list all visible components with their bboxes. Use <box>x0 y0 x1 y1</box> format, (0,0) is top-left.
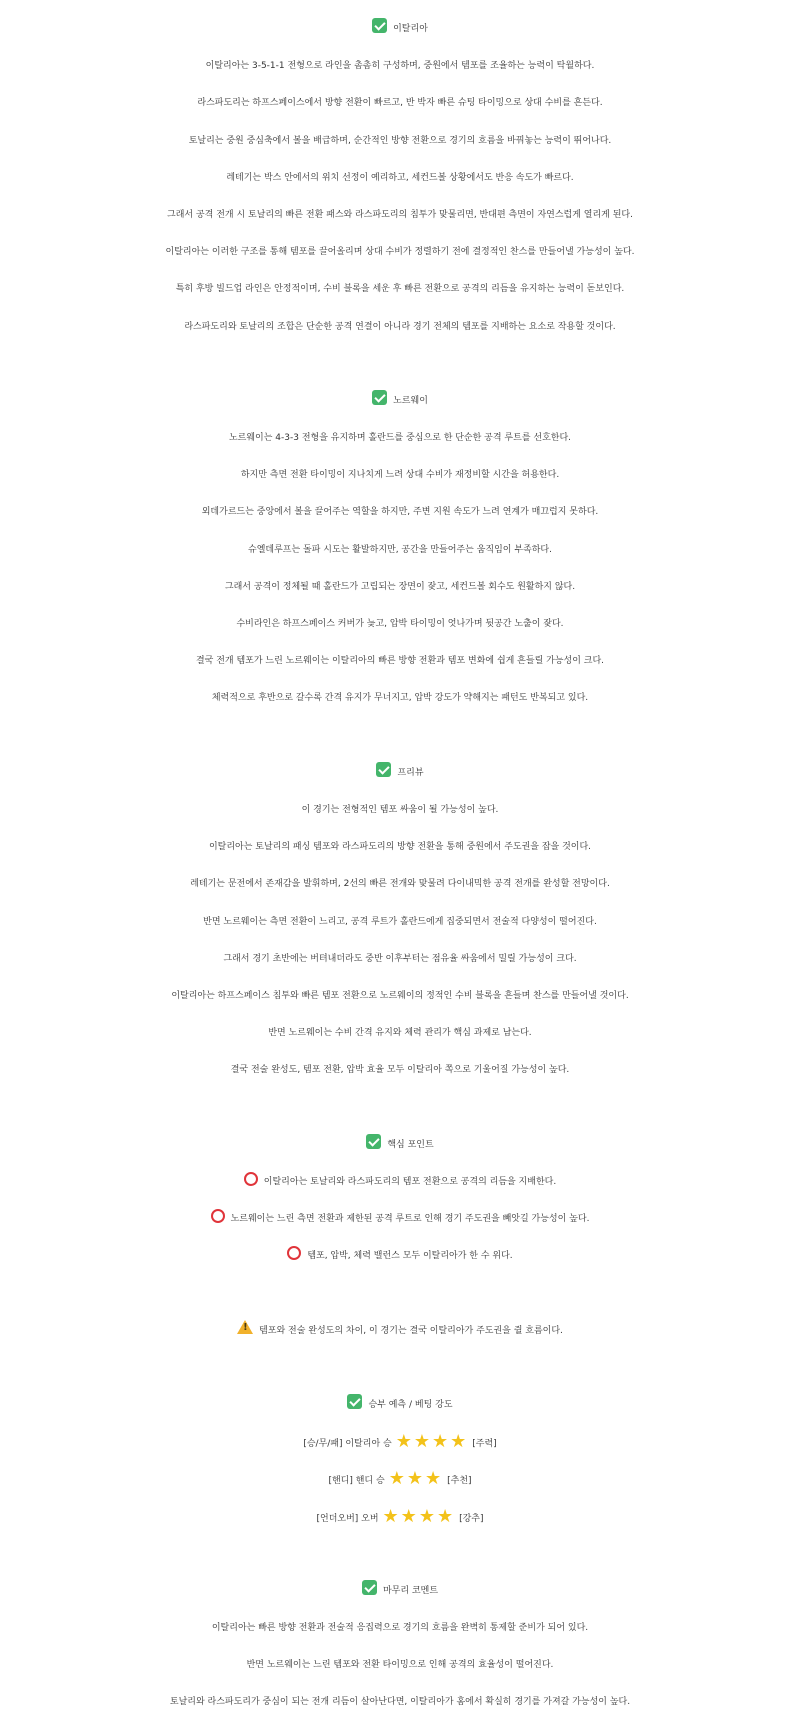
heading-text: 노르웨이 <box>393 395 428 406</box>
paragraph-line: 결국 전술 완성도, 템포 전환, 압박 효율 모두 이탈리아 쪽으로 기울어질 가능성이 높다. <box>230 1065 570 1076</box>
heading-norway <box>0 386 800 423</box>
section-key-points <box>0 1130 800 1353</box>
paragraph-line: 이탈리아는 토날리의 패싱 템포와 라스파도리의 방향 전환을 통해 중원에서 주도권을 잡을 것이다. <box>208 842 592 853</box>
paragraph-line: 하지만 측면 전환 타이밍이 지나치게 느려 상대 수비가 재정비할 시간을 허용한다. <box>240 470 560 481</box>
paragraph-line: 라스파도리와 토날리의 조합은 단순한 공격 연결이 아니라 경기 전체의 템포를 지배하는 요소로 작용할 것이다. <box>184 321 616 332</box>
spacer <box>0 721 800 758</box>
heading-preview <box>0 758 800 795</box>
heading-text: 마무리 코멘트 <box>382 1585 439 1596</box>
check-box-icon <box>372 18 387 33</box>
section-norway <box>0 386 800 721</box>
paragraph-line: 반면 노르웨이는 측면 전환이 느리고, 공격 루트가 홀란드에게 집중되면서 전술적 다양성이 떨어진다. <box>203 916 597 927</box>
paragraph-line: 수비라인은 하프스페이스 커버가 늦고, 압박 타이밍이 엇나가며 뒷공간 노출이 잦다. <box>236 619 564 629</box>
paragraph-line: 이탈리아는 하프스페이스 침투와 빠른 템포 전환으로 노르웨이의 정적인 수비 블록을 흔들며 찬스를 만들어낼 것이다. <box>171 990 629 1001</box>
paragraph-line: 이탈리아는 이러한 구조를 통해 템포를 끌어올리며 상대 수비가 정렬하기 전에 결정적인 찬스를 만들어낼 가능성이 높다. <box>165 247 635 258</box>
heading-text: 핵심 포인트 <box>387 1139 434 1150</box>
paragraph-line: 레테기는 문전에서 존재감을 발휘하며, 2선의 빠른 전개와 맞물려 다이내믹한 공격 전개를 완성할 전망이다. <box>190 879 610 890</box>
prediction-grade: [주력] <box>472 1439 497 1450</box>
check-box-icon <box>366 1134 381 1149</box>
red-circle-icon <box>244 1172 258 1186</box>
spacer <box>0 1539 800 1576</box>
spacer <box>0 1092 800 1129</box>
paragraph-line: 그래서 공격 전개 시 토날리의 빠른 전환 패스와 라스파도리의 침투가 맞물리면, 반대편 측면이 자연스럽게 열리게 된다. <box>167 209 633 220</box>
section-prediction <box>0 1390 800 1539</box>
warning-text: 템포와 전술 완성도의 차이, 이 경기는 결국 이탈리아가 주도권을 쥘 흐름이다. <box>259 1325 563 1336</box>
paragraph-line: 토날리와 라스파도리가 중심이 되는 전개 리듬이 살아난다면, 이탈리아가 홈에서 확실히 경기를 가져갈 가능성이 높다. <box>169 1697 631 1708</box>
star-icon: ★★★★ <box>395 1431 469 1453</box>
paragraph-line: 특히 후방 빌드업 라인은 안정적이며, 수비 블록을 세운 후 빠른 전환으로 공격의 리듬을 유지하는 능력이 돋보인다. <box>175 284 625 295</box>
paragraph-line: 토날리는 중원 중심축에서 볼을 배급하며, 순간적인 방향 전환으로 경기의 흐름을 바꿔놓는 능력이 뛰어나다. <box>188 135 612 146</box>
paragraph-line: 이탈리아는 3-5-1-1 전형으로 라인을 촘촘히 구성하며, 중원에서 템포를 조율하는 능력이 탁월하다. <box>205 61 595 72</box>
paragraph-line: 그래서 공격이 정체될 때 홀란드가 고립되는 장면이 잦고, 세컨드볼 회수도 원활하지 않다. <box>224 581 576 592</box>
prediction-grade: [강추] <box>459 1513 484 1524</box>
prediction-row <box>0 1464 800 1501</box>
section-italy <box>0 14 800 349</box>
spacer <box>0 349 800 386</box>
prediction-row <box>0 1427 800 1464</box>
check-box-icon <box>347 1394 362 1409</box>
heading-prediction <box>0 1390 800 1427</box>
paragraph-line: 체력적으로 후반으로 갈수록 간격 유지가 무너지고, 압박 강도가 약해지는 패턴도 반복되고 있다. <box>211 693 589 704</box>
paragraph-line: 그래서 경기 초반에는 버텨내더라도 중반 이후부터는 점유율 싸움에서 밀릴 가능성이 크다. <box>223 953 577 964</box>
key-point-item <box>0 1204 800 1241</box>
paragraph-line: 라스파도리는 하프스페이스에서 방향 전환이 빠르고, 반 박자 빠른 슈팅 타이밍으로 상대 수비를 흔든다. <box>197 98 603 109</box>
heading-text: 프리뷰 <box>397 767 424 778</box>
key-point-text: 노르웨이는 느린 측면 전환과 제한된 공격 루트로 인해 경기 주도권을 빼앗길 가능성이 높다. <box>230 1214 590 1224</box>
section-preview <box>0 758 800 1093</box>
paragraph-line: 이탈리아는 빠른 방향 전환과 전술적 응집력으로 경기의 흐름을 완벽히 통제할 준비가 되어 있다. <box>211 1623 589 1634</box>
prediction-label: [승/무/패] 이탈리아 승 <box>303 1439 392 1450</box>
paragraph-line: 레테기는 박스 안에서의 위치 선정이 예리하고, 세컨드볼 상황에서도 반응 속도가 빠르다. <box>226 172 574 183</box>
key-point-text: 템포, 압박, 체력 밸런스 모두 이탈리아가 한 수 위다. <box>307 1251 513 1262</box>
star-icon: ★★★★ <box>382 1505 456 1527</box>
paragraph-line: 반면 노르웨이는 수비 간격 유지와 체력 관리가 핵심 과제로 남는다. <box>268 1028 532 1039</box>
key-point-item <box>0 1241 800 1278</box>
check-box-icon <box>376 762 391 777</box>
check-box-icon <box>362 1580 377 1595</box>
section-closing <box>0 1576 800 1725</box>
warning-line <box>0 1316 800 1353</box>
key-point-item <box>0 1167 800 1204</box>
red-circle-icon <box>287 1246 301 1260</box>
heading-text: 승부 예측 / 베팅 강도 <box>368 1399 453 1410</box>
paragraph-line: 외데가르드는 중앙에서 볼을 끌어주는 역할을 하지만, 주변 지원 속도가 느려 연계가 매끄럽지 못하다. <box>201 507 599 518</box>
check-box-icon <box>372 390 387 405</box>
warning-icon <box>237 1320 253 1334</box>
star-icon: ★★★ <box>388 1468 444 1490</box>
prediction-label: [핸디] 핸디 승 <box>328 1476 385 1487</box>
spacer <box>0 1278 800 1315</box>
prediction-label: [언더오버] 오버 <box>316 1513 379 1524</box>
heading-text: 이탈리아 <box>393 24 428 34</box>
paragraph-line: 이 경기는 전형적인 템포 싸움이 될 가능성이 높다. <box>301 804 499 815</box>
paragraph-line: 슈옐데루프는 돌파 시도는 활발하지만, 공간을 만들어주는 움직임이 부족하다. <box>248 544 552 555</box>
heading-italy <box>0 14 800 51</box>
heading-key-points <box>0 1130 800 1167</box>
red-circle-icon <box>211 1209 225 1223</box>
prediction-grade: [추천] <box>447 1476 472 1487</box>
prediction-row <box>0 1502 800 1539</box>
paragraph-line: 노르웨이는 4-3-3 전형을 유지하며 홀란드를 중심으로 한 단순한 공격 루트를 선호한다. <box>228 433 572 444</box>
paragraph-line: 결국 전개 템포가 느린 노르웨이는 이탈리아의 빠른 방향 전환과 템포 변화에 쉽게 흔들릴 가능성이 크다. <box>195 656 605 667</box>
paragraph-line: 반면 노르웨이는 느린 템포와 전환 타이밍으로 인해 공격의 효율성이 떨어진다. <box>246 1660 554 1671</box>
key-point-text: 이탈리아는 토날리와 라스파도리의 템포 전환으로 공격의 리듬을 지배한다. <box>263 1176 557 1187</box>
spacer <box>0 1353 800 1390</box>
heading-closing <box>0 1576 800 1613</box>
